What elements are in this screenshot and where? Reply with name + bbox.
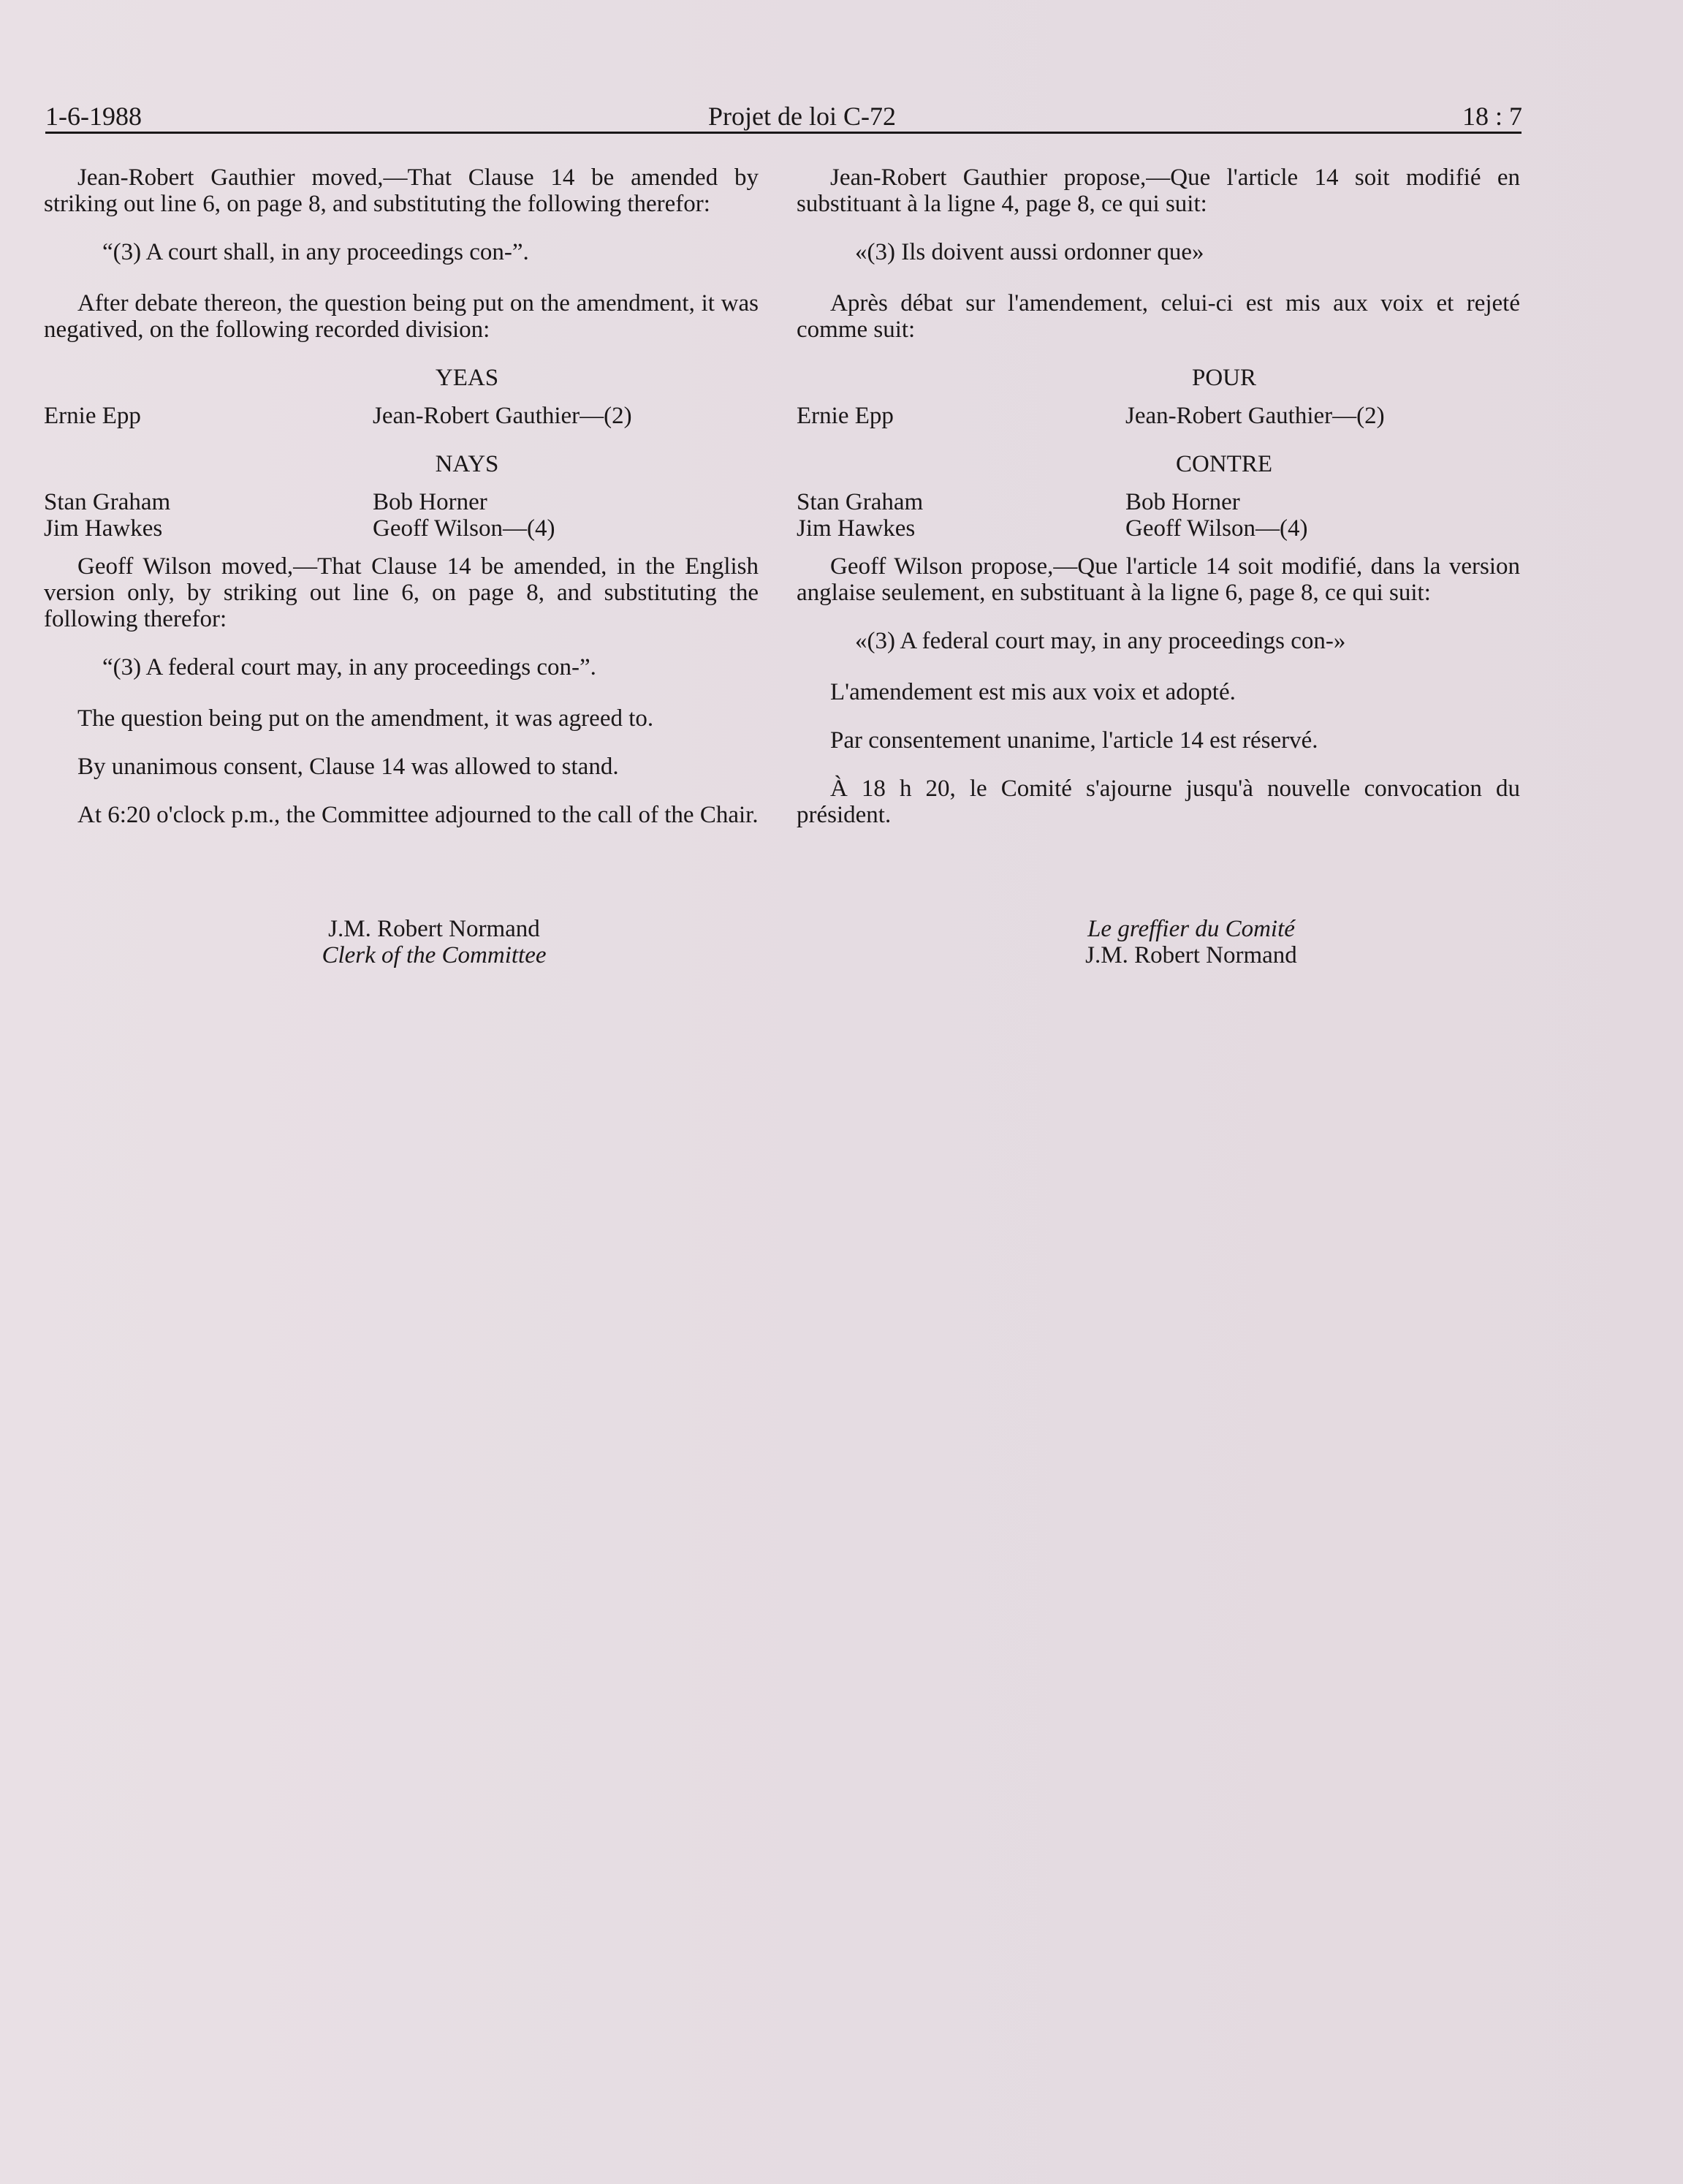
nays-list	[44, 489, 759, 542]
french-column	[797, 164, 1520, 968]
header-rule	[45, 132, 1521, 134]
vote-name: Geoff Wilson—(4)	[1125, 515, 1308, 542]
agreed-text: L'amendement est mis aux voix et adopté.	[830, 679, 1236, 705]
vote-name: Jim Hawkes	[44, 515, 163, 542]
agreed-text: The question being put on the amendment, it was agreed to.	[77, 705, 654, 732]
debate-text: Après débat sur l'amendement, celui-ci est mis aux voix et rejeté comme suit:	[797, 290, 1520, 343]
vote-name: Bob Horner	[373, 489, 487, 515]
vote-name: Jean-Robert Gauthier—(2)	[373, 403, 632, 429]
vote-name: Stan Graham	[44, 489, 171, 515]
nays-list	[797, 489, 1520, 542]
adjourn-text: À 18 h 20, le Comité s'ajourne jusqu'à nouvelle convocation du président.	[797, 776, 1520, 828]
header-date: 1-6-1988	[45, 102, 142, 131]
header-title: Projet de loi C-72	[707, 102, 896, 131]
signature-block	[44, 916, 759, 968]
vote-name: Ernie Epp	[797, 403, 894, 429]
signature-title: Le greffier du Comité	[1087, 916, 1295, 942]
vote-name: Bob Horner	[1125, 489, 1240, 515]
nays-heading: NAYS	[435, 451, 499, 477]
yeas-heading: YEAS	[435, 365, 499, 391]
motion-1-quote: “(3) A court shall, in any proceedings con-”.	[102, 239, 529, 265]
signature-title: Clerk of the Committee	[322, 942, 547, 968]
motion-1-text: Jean-Robert Gauthier propose,—Que l'article 14 soit modifié en substituant à la ligne 4, page 8, ce qui suit:	[797, 164, 1520, 217]
signature-name: J.M. Robert Normand	[328, 916, 540, 942]
debate-text: After debate thereon, the question being put on the amendment, it was negatived, on the following recorded division:	[44, 290, 759, 343]
motion-2-text: Geoff Wilson moved,—That Clause 14 be amended, in the English version only, by striking out line 6, on page 8, and substituting the following therefor:	[44, 553, 759, 632]
motion-1-quote: «(3) Ils doivent aussi ordonner que»	[855, 239, 1204, 265]
vote-name: Jean-Robert Gauthier—(2)	[1125, 403, 1385, 429]
motion-2-quote: “(3) A federal court may, in any proceedings con-”.	[102, 654, 596, 680]
vote-name: Stan Graham	[797, 489, 924, 515]
english-column	[44, 164, 759, 968]
motion-2-quote: «(3) A federal court may, in any proceedings con-»	[855, 628, 1346, 654]
vote-name: Ernie Epp	[44, 403, 141, 429]
signature-name: J.M. Robert Normand	[1085, 942, 1297, 968]
yeas-list	[797, 403, 1520, 429]
stand-text: By unanimous consent, Clause 14 was allowed to stand.	[77, 754, 619, 780]
stand-text: Par consentement unanime, l'article 14 est réservé.	[830, 727, 1318, 754]
yeas-heading: POUR	[1191, 365, 1257, 391]
motion-1-text: Jean-Robert Gauthier moved,—That Clause 14 be amended by striking out line 6, on page 8, and substituting the following therefor:	[44, 164, 759, 217]
page-header	[45, 89, 1522, 132]
adjourn-text: At 6:20 o'clock p.m., the Committee adjourned to the call of the Chair.	[77, 802, 759, 828]
vote-name: Geoff Wilson—(4)	[373, 515, 555, 542]
signature-block	[797, 916, 1520, 968]
header-page-number: 18 : 7	[1462, 102, 1522, 131]
nays-heading: CONTRE	[1176, 451, 1272, 477]
motion-2-text: Geoff Wilson propose,—Que l'article 14 soit modifié, dans la version anglaise seulement, en substituant à la ligne 6, page 8, ce qui suit:	[797, 553, 1520, 606]
yeas-list	[44, 403, 759, 429]
vote-name: Jim Hawkes	[797, 515, 916, 542]
